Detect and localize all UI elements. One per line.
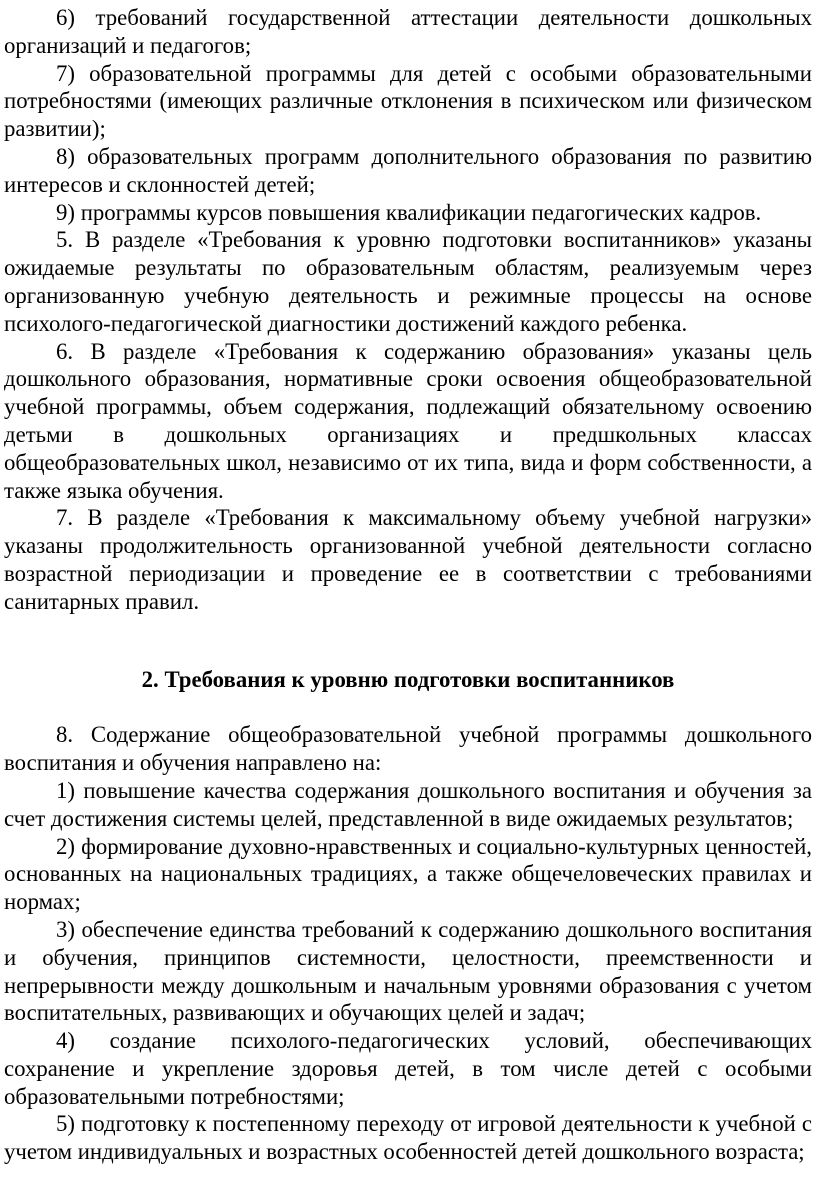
paragraph-item-9-qualification-courses: 9) программы курсов повышения квалификации педагогических кадров.	[56, 199, 762, 225]
spacer	[4, 693, 812, 721]
paragraph-item-7-special-needs: 7) образовательной программы для детей с особыми образовательными потребностями (имеющих различные отклонения в психическом или физическом развитии);	[4, 60, 812, 142]
section-heading: 2. Требования к уровню подготовки воспитанников	[141, 666, 675, 692]
paragraph-goal-1: 1) повышение качества содержания дошкольного воспитания и обучения за счет достижения системы целей, представленной в виде ожидаемых результатов;	[4, 777, 812, 831]
paragraph-goal-3: 3) обеспечение единства требований к содержанию дошкольного воспитания и обучения, принципов системности, целостности, преемственности и непрерывности между дошкольным и начальным уровнями образования с учетом воспитательных, развивающих и обучающих целей и задач;	[4, 916, 812, 1026]
spacer	[4, 616, 812, 666]
paragraph-clause-5: 5. В разделе «Требования к уровню подготовки воспитанников» указаны ожидаемые результаты по образовательным областям, реализуемым через организованную учебную деятельность и режимные процессы на основе психолого-педагогической диагностики достижений каждого ребенка.	[4, 227, 812, 336]
paragraph-item-6-certification: 6) требований государственной аттестации деятельности дошкольных организаций и педагогов;	[4, 5, 812, 58]
paragraph-item-8-additional-education: 8) образовательных программ дополнительного образования по развитию интересов и склонностей детей;	[4, 143, 812, 197]
paragraph-clause-8: 8. Содержание общеобразовательной учебной программы дошкольного воспитания и обучения направлено на:	[4, 722, 812, 776]
paragraph-clause-7: 7. В разделе «Требования к максимальному объему учебной нагрузки» указаны продолжительность организованной учебной деятельности согласно возрастной периодизации и проведение ее в соответствии с требованиями санитарных правил.	[4, 505, 812, 614]
paragraph-goal-4: 4) создание психолого-педагогических условий, обеспечивающих сохранение и укрепление здоровья детей, в том числе детей с особыми образовательными потребностями;	[4, 1028, 812, 1109]
paragraph-clause-6: 6. В разделе «Требования к содержанию образования» указаны цель дошкольного образования, нормативные сроки освоения общеобразовательной учебной программы, объем содержания, подлежащий обязательному освоению детьми в дошкольных организациях и предшкольных классах общеобразовательных школ, независимо от их типа, вида и форм собственности, а также языка обучения.	[4, 338, 812, 503]
paragraph-goal-2: 2) формирование духовно-нравственных и социально-культурных ценностей, основанных на национальных традициях, а также общечеловеческих правилах и нормах;	[4, 833, 812, 915]
paragraph-goal-5: 5) подготовку к постепенному переходу от игровой деятельности к учебной с учетом индивидуальных и возрастных особенностей детей дошкольного возраста;	[4, 1111, 812, 1165]
